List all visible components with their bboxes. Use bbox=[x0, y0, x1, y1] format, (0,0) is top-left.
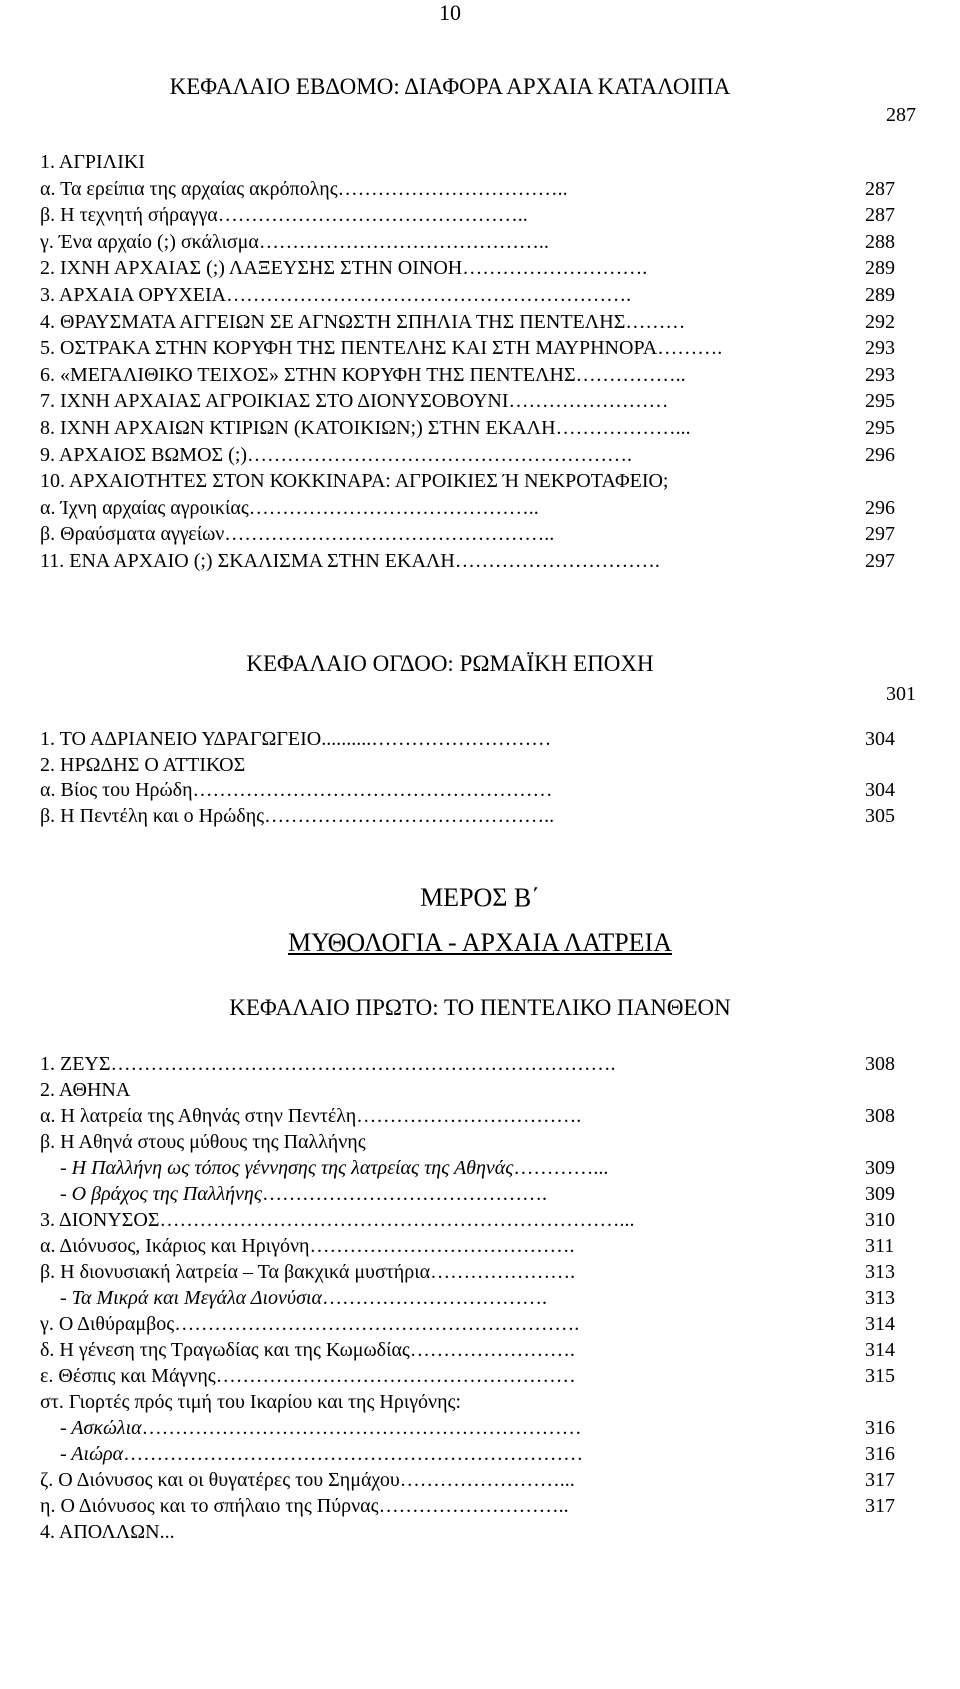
toc-entry-title: η. Ο Διόνυσος και το σπήλαιο της Πύρνας bbox=[40, 1495, 379, 1517]
toc-entry-leader: ……… bbox=[625, 310, 686, 333]
toc-entry-title: 4. ΑΠΟΛΛΩΝ bbox=[40, 1521, 160, 1543]
toc-entry bbox=[0, 1052, 960, 1076]
toc-entry bbox=[0, 1468, 960, 1492]
toc-entry-title: - Τα Μικρά και Μεγάλα Διονύσια bbox=[60, 1287, 323, 1309]
toc-entry bbox=[0, 1260, 960, 1284]
toc-entry-title: β. Θραύσματα αγγείων bbox=[40, 523, 225, 546]
toc-entry-page: 314 bbox=[861, 1338, 895, 1362]
toc-entry bbox=[0, 549, 960, 573]
toc-entry bbox=[0, 1312, 960, 1336]
toc-entry-title: 2. ΑΘΗΝΑ bbox=[40, 1079, 131, 1101]
toc-entry-page: 305 bbox=[861, 804, 895, 828]
toc-entry bbox=[0, 1338, 960, 1362]
toc-entry-page: 289 bbox=[861, 256, 895, 280]
toc-entry-page: 293 bbox=[861, 336, 895, 360]
toc-entry-leader: …………... bbox=[513, 1157, 609, 1179]
toc-entry-page: 295 bbox=[861, 416, 895, 440]
toc-entry-leader: ... bbox=[159, 1521, 175, 1543]
toc-entry-title: 6. «ΜΕΓΑΛΙΘΙΚΟ ΤΕΙΧΟΣ» ΣΤΗΝ ΚΟΡΥΦΗ ΤΗΣ ΠΕΝΤΕΛΗΣ bbox=[40, 363, 576, 386]
toc-entry-title: β. Η Πεντέλη και ο Ηρώδης bbox=[40, 804, 265, 827]
toc-entry-leader: ……………………………………………………. bbox=[226, 284, 632, 306]
toc-entry bbox=[0, 389, 960, 413]
toc-entry-title: - Αιώρα bbox=[60, 1443, 124, 1465]
chapter8-page: 301 bbox=[886, 683, 916, 705]
toc-entry-leader: ……………………………………………………. bbox=[174, 1313, 580, 1335]
toc-entry-title: β. Η διονυσιακή λατρεία – Τα βακχικά μυστήρια bbox=[40, 1261, 431, 1283]
toc-entry-title: α. Διόνυσος, Ικάριος και Ηριγόνη bbox=[40, 1235, 310, 1257]
chapter1-title: ΚΕΦΑΛΑΙΟ ΠΡΩΤΟ: ΤΟ ΠΕΝΤΕΛΙΚΟ ΠΑΝΘΕΟΝ bbox=[229, 995, 731, 1020]
toc-entry-leader: ……………………………………….. bbox=[217, 204, 528, 227]
toc-entry-page: 292 bbox=[861, 310, 895, 334]
toc-entry-title: 4. ΘΡΑΥΣΜΑΤΑ ΑΓΓΕΙΩΝ ΣΕ ΑΓΝΩΣΤΗ ΣΠΗΛΙΑ ΤΗΣ ΠΕΝΤΕΛΗΣ bbox=[40, 310, 626, 333]
toc-entry-leader: ……………………………………. bbox=[261, 1183, 547, 1205]
toc-entry-leader: …………………… bbox=[508, 390, 669, 413]
toc-entry-leader: ……………………………………………………………... bbox=[159, 1209, 635, 1231]
toc-entry bbox=[0, 336, 960, 360]
toc-entry-title: α. Ίχνη αρχαίας αγροικίας bbox=[40, 496, 249, 519]
toc-entry-page: 287 bbox=[861, 203, 895, 227]
toc-entry-title: γ. Ο Διθύραμβος bbox=[40, 1313, 175, 1335]
toc-entry bbox=[0, 1416, 960, 1440]
toc-entry-title: 8. ΙΧΝΗ ΑΡΧΑΙΩΝ ΚΤΙΡΙΩΝ (ΚΑΤΟΙΚΙΩΝ;) ΣΤΗΝ ΕΚΑΛΗ bbox=[40, 417, 556, 439]
toc-entry bbox=[0, 1390, 960, 1414]
toc-entry-page: 296 bbox=[861, 496, 895, 520]
toc-entry bbox=[0, 363, 960, 387]
toc-entry-page: 295 bbox=[861, 389, 895, 413]
toc-entry-page: 293 bbox=[861, 363, 895, 387]
toc-entry-title: στ. Γιορτές πρός τιμή του Ικαρίου και της Ηριγόνης: bbox=[40, 1391, 462, 1413]
toc-entry-title: 2. ΗΡΩΔΗΣ Ο ΑΤΤΙΚΟΣ bbox=[40, 753, 246, 776]
toc-entry-title: 1. ΤΟ ΑΔΡΙΑΝΕΙΟ ΥΔΡΑΓΩΓΕΙΟ bbox=[40, 728, 322, 750]
toc-entry-page: 297 bbox=[861, 522, 895, 546]
toc-entry-leader: ……………………………. bbox=[356, 1105, 582, 1127]
toc-entry-leader: ..........……………………… bbox=[321, 728, 552, 750]
toc-entry-leader: …………………. bbox=[430, 1261, 576, 1283]
toc-entry-page: 315 bbox=[861, 1364, 895, 1388]
toc-entry-page: 287 bbox=[861, 177, 895, 201]
toc-entry-title: 1. ΑΓΡΙΛΙΚΙ bbox=[40, 151, 145, 173]
toc-entry-leader: ………………... bbox=[555, 417, 691, 439]
toc-entry bbox=[0, 496, 960, 520]
toc-entry-page: 311 bbox=[861, 1234, 894, 1258]
toc-entry-leader: ……………………... bbox=[399, 1469, 575, 1491]
toc-entry-page: 308 bbox=[861, 1104, 895, 1128]
toc-entry bbox=[0, 727, 960, 751]
toc-entry bbox=[0, 1364, 960, 1388]
toc-entry bbox=[0, 804, 960, 828]
toc-entry-leader: …………………………….. bbox=[337, 177, 568, 200]
toc-entry bbox=[0, 469, 960, 493]
toc-entry-page: 316 bbox=[861, 1416, 895, 1440]
toc-entry-title: 1. ΖΕΥΣ bbox=[40, 1053, 111, 1075]
toc-entry-title: δ. Η γένεση της Τραγωδίας και της Κωμωδίας bbox=[40, 1339, 410, 1361]
toc-entry bbox=[0, 1208, 960, 1232]
toc-entry-leader: …………………………………….. bbox=[258, 230, 549, 253]
toc-entry-page: 317 bbox=[861, 1494, 895, 1518]
toc-entry-title: 5. ΟΣΤΡΑΚΑ ΣΤΗΝ ΚΟΡΥΦΗ ΤΗΣ ΠΕΝΤΕΛΗΣ ΚΑΙ ΣΤΗ ΜΑΥΡΗΝΟΡΑ bbox=[40, 337, 658, 360]
toc-entry-page: 297 bbox=[861, 549, 895, 573]
toc-entry-title: α. Η λατρεία της Αθηνάς στην Πεντέλη bbox=[40, 1105, 357, 1127]
toc-entry bbox=[0, 1182, 960, 1206]
toc-entry bbox=[0, 443, 960, 467]
part-b-subtitle: ΜΥΘΟΛΟΓΙΑ - ΑΡΧΑΙΑ ΛΑΤΡΕΙΑ bbox=[288, 928, 672, 957]
toc-entry-leader: …………………………………………………………………. bbox=[110, 1053, 616, 1075]
toc-entry-page: 314 bbox=[861, 1312, 895, 1336]
toc-entry bbox=[0, 753, 960, 777]
toc-entry-leader: …………………………. bbox=[454, 550, 660, 572]
page-number: 10 bbox=[439, 0, 461, 25]
toc-entry-page: 316 bbox=[861, 1442, 895, 1466]
toc-entry-leader: …………………………………….. bbox=[248, 496, 539, 519]
toc-entry-page: 313 bbox=[861, 1286, 895, 1310]
toc-entry bbox=[0, 1234, 960, 1258]
toc-entry-leader: ……………………. bbox=[409, 1339, 575, 1361]
toc-entry-title: 9. ΑΡΧΑΙΟΣ ΒΩΜΟΣ (;) bbox=[40, 443, 248, 466]
toc-entry bbox=[0, 150, 960, 174]
part-b-title: ΜΕΡΟΣ Β΄ bbox=[420, 883, 540, 912]
toc-entry-title: β. Η Αθηνά στους μύθους της Παλλήνης bbox=[40, 1131, 366, 1153]
toc-entry bbox=[0, 1078, 960, 1102]
toc-entry-page: 289 bbox=[861, 283, 895, 307]
chapter7-page: 287 bbox=[886, 104, 916, 126]
toc-entry-page: 296 bbox=[861, 443, 895, 467]
toc-entry-page: 317 bbox=[861, 1468, 895, 1492]
toc-entry bbox=[0, 1130, 960, 1154]
toc-entry bbox=[0, 1494, 960, 1518]
toc-entry-page: 304 bbox=[861, 778, 895, 802]
toc-entry bbox=[0, 283, 960, 307]
toc-entry-page: 310 bbox=[861, 1208, 895, 1232]
toc-entry-leader: …………………………………………………. bbox=[247, 443, 633, 466]
toc-entry-title: α. Βίος του Ηρώδη bbox=[40, 779, 193, 801]
toc-entry-leader: ……………………………………………… bbox=[192, 779, 553, 801]
toc-entry-title: - Η Παλλήνη ως τόπος γέννησης της λατρείας της Αθηνάς bbox=[60, 1157, 514, 1179]
toc-entry-page: 304 bbox=[861, 727, 895, 751]
toc-entry-title: ζ. Ο Διόνυσος και οι θυγατέρες του Σημάχου bbox=[40, 1469, 400, 1491]
toc-entry-page: 308 bbox=[861, 1052, 895, 1076]
toc-entry-title: ε. Θέσπις και Μάγνης bbox=[40, 1365, 216, 1387]
toc-entry-page: 309 bbox=[861, 1182, 895, 1206]
toc-entry bbox=[0, 1520, 960, 1544]
toc-entry-title: 3. ΔΙΟΝΥΣΟΣ bbox=[40, 1209, 160, 1231]
chapter7-title: ΚΕΦΑΛΑΙΟ ΕΒΔΟΜΟ: ΔΙΑΦΟΡΑ ΑΡΧΑΙΑ ΚΑΤΑΛΟΙΠΑ bbox=[169, 74, 731, 99]
toc-entry-title: 7. ΙΧΝΗ ΑΡΧΑΙΑΣ ΑΓΡΟΙΚΙΑΣ ΣΤΟ ΔΙΟΝΥΣΟΒΟΥΝΙ bbox=[40, 390, 509, 413]
toc-entry-title: - Ο βράχος της Παλλήνης bbox=[60, 1183, 262, 1205]
toc-entry-leader: ……………………………………………… bbox=[215, 1365, 576, 1387]
toc-entry bbox=[0, 522, 960, 546]
toc-entry-title: 3. ΑΡΧΑΙΑ ΟΡΥΧΕΙΑ bbox=[40, 284, 227, 306]
toc-entry-page: 288 bbox=[861, 230, 895, 254]
toc-entry bbox=[0, 778, 960, 802]
toc-entry-leader: ………………………………………….. bbox=[224, 523, 555, 546]
toc-entry bbox=[0, 177, 960, 201]
toc-entry-leader: …………………………………. bbox=[309, 1235, 575, 1257]
toc-entry-page: 309 bbox=[861, 1156, 895, 1180]
toc-entry-leader: ……………………….. bbox=[378, 1495, 569, 1517]
toc-entry-leader: …………………………………………………………… bbox=[123, 1443, 584, 1465]
toc-entry-leader: ………………………………………………………… bbox=[141, 1417, 582, 1439]
toc-entry bbox=[0, 1286, 960, 1310]
toc-entry-page: 313 bbox=[861, 1260, 895, 1284]
toc-entry-title: α. Τα ερείπια της αρχαίας ακρόπολης bbox=[40, 177, 338, 200]
toc-entry bbox=[0, 1156, 960, 1180]
toc-entry-title: 11. ΕΝΑ ΑΡΧΑΙΟ (;) ΣΚΑΛΙΣΜΑ ΣΤΗΝ ΕΚΑΛΗ bbox=[40, 550, 455, 572]
toc-entry-leader: …………………………………….. bbox=[264, 804, 555, 827]
chapter8-title: ΚΕΦΑΛΑΙΟ ΟΓΔΟΟ: ΡΩΜΑΪΚΗ ΕΠΟΧΗ bbox=[246, 651, 654, 676]
toc-entry bbox=[0, 310, 960, 334]
toc-entry-title: 2. ΙΧΝΗ ΑΡΧΑΙΑΣ (;) ΛΑΞΕΥΣΗΣ ΣΤΗΝ ΟΙΝΟΗ bbox=[40, 257, 463, 280]
toc-entry bbox=[0, 256, 960, 280]
toc-entry-leader: ………. bbox=[657, 337, 723, 360]
toc-entry-leader: ………………………. bbox=[462, 257, 648, 280]
toc-entry-leader: ……………………………. bbox=[322, 1287, 548, 1309]
toc-entry-title: β. Η τεχνητή σήραγγα bbox=[40, 204, 218, 227]
toc-entry bbox=[0, 1104, 960, 1128]
toc-entry bbox=[0, 230, 960, 254]
toc-entry-title: - Ασκώλια bbox=[60, 1417, 142, 1439]
toc-entry bbox=[0, 1442, 960, 1466]
toc-entry bbox=[0, 416, 960, 440]
toc-entry-leader: …………….. bbox=[575, 363, 686, 386]
toc-entry-title: γ. Ένα αρχαίο (;) σκάλισμα bbox=[40, 230, 259, 253]
toc-entry bbox=[0, 203, 960, 227]
toc-entry-title: 10. ΑΡΧΑΙΟΤΗΤΕΣ ΣΤΟΝ ΚΟΚΚΙΝΑΡΑ: ΑΓΡΟΙΚΙΕΣ Ή ΝΕΚΡΟΤΑΦΕΙΟ; bbox=[40, 470, 669, 493]
